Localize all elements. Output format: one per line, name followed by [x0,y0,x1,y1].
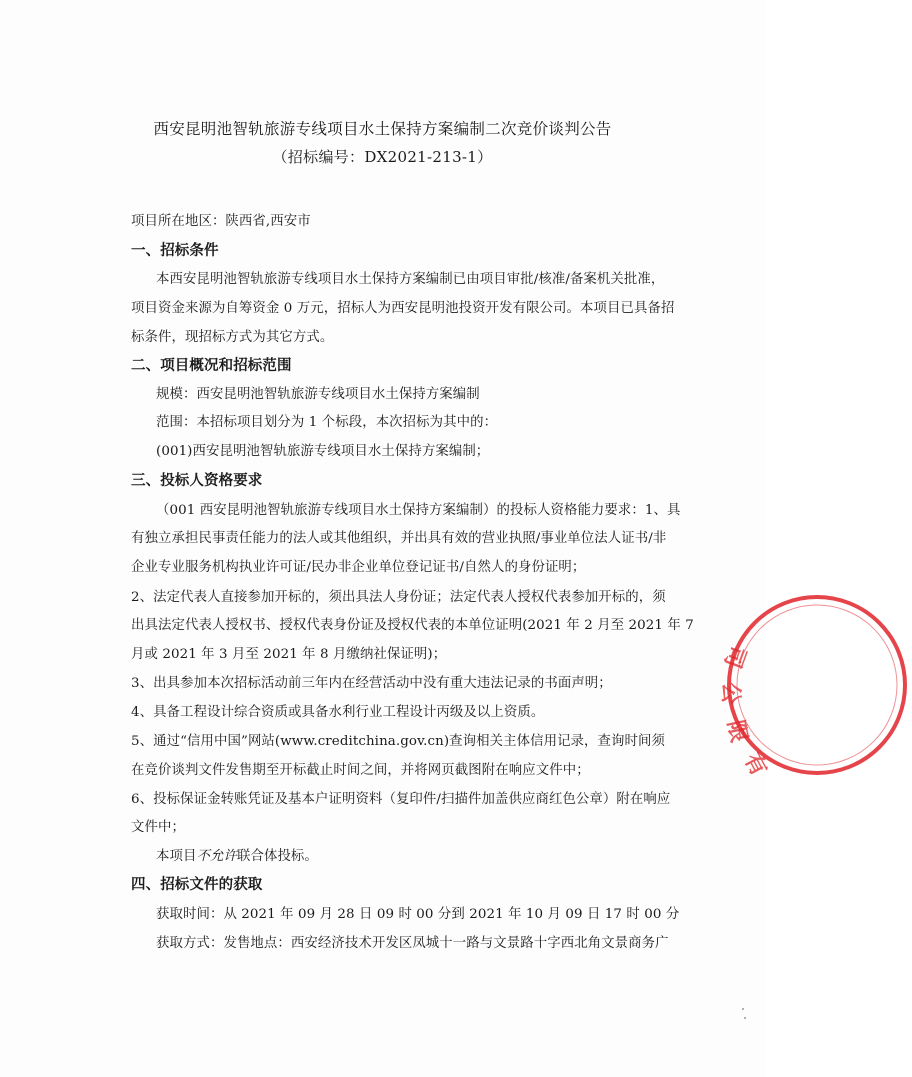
scan-speck [742,1008,744,1010]
section-heading-4: 四、招标文件的获取 [131,877,263,893]
consortium-emphasis: 不允许 [196,849,237,864]
consortium-statement [156,848,756,866]
seal-char: 司 [718,641,750,672]
section3-line: 5、通过“信用中国”网站(www.creditchina.gov.cn)查询相关主体信用记录，查询时间须 [131,734,665,749]
section4-line: 获取时间：从 2021 年 09 月 28 日 09 时 00 分到 2021 年 10 月 09 日 17 时 00 分 [156,907,680,922]
section3-line: 6、投标保证金转账凭证及基本户证明资料（复印件/扫描件加盖供应商红色公章）附在响应 [131,792,671,807]
section-heading-1: 一、招标条件 [131,243,219,259]
section2-line: 范围：本招标项目划分为 1 个标段，本次招标为其中的： [156,415,498,430]
section3-line: 在竞价谈判文件发售期至开标截止时间之间，并将网页截图附在响应文件中； [131,763,590,778]
section-heading-2: 二、项目概况和招标范围 [131,358,292,374]
section3-line: 月或 2021 年 3 月至 2021 年 8 月缴纳社保证明)； [131,647,447,662]
section3-line: 文件中； [131,820,185,835]
company-seal [717,590,912,781]
seal-char: 公 [717,681,743,705]
consortium-prefix: 本项目 [156,849,197,864]
tender-code: （招标编号：DX2021-213-1） [272,148,493,166]
section2-line: 规模：西安昆明池智轨旅游专线项目水土保持方案编制 [156,387,480,402]
section4-line: 获取方式：发售地点：西安经济技术开发区凤城十一路与文景路十字西北角文景商务广 [156,936,669,951]
section3-line: 企业专业服务机构执业许可证/民办非企业单位登记证书/自然人的身份证明； [131,560,586,575]
seal-char: 有 [738,749,772,781]
page-title: 西安昆明池智轨旅游专线项目水土保持方案编制二次竞价谈判公告 [153,120,612,138]
project-region: 项目所在地区：陕西省,西安市 [131,214,311,229]
section3-line: 4、具备工程设计综合资质或具备水利行业工程设计丙级及以上资质。 [131,705,545,720]
section3-line: 出具法定代表人授权书、授权代表身份证及授权代表的本单位证明(2021 年 2 月至 2021 年 7 [131,618,694,633]
section3-line: 2、法定代表人直接参加开标的，须出具法人身份证；法定代表人授权代表参加开标的，须 [131,590,666,605]
section1-line: 标条件，现招标方式为其它方式。 [131,330,334,345]
section1-line: 项目资金来源为自筹资金 0 万元，招标人为西安昆明池投资开发有限公司。本项目已具备招 [131,301,675,316]
section3-line: （001 西安昆明池智轨旅游专线项目水土保持方案编制）的投标人资格能力要求：1、具 [156,503,681,518]
section3-line: 有独立承担民事责任能力的法人或其他组织，并出具有效的营业执照/事业单位法人证书/非 [131,531,667,546]
section1-line: 本西安昆明池智轨旅游专线项目水土保持方案编制已由项目审批/核准/备案机关批准， [156,272,665,287]
seal-char: 限 [722,718,752,745]
section3-line: 3、出具参加本次招标活动前三年内在经营活动中没有重大违法记录的书面声明； [131,676,612,691]
section-heading-3: 三、投标人资格要求 [131,473,263,489]
scan-speck [744,1017,746,1019]
section2-line: (001)西安昆明池智轨旅游专线项目水土保持方案编制； [156,444,490,459]
consortium-suffix: 联合体投标。 [236,849,318,864]
